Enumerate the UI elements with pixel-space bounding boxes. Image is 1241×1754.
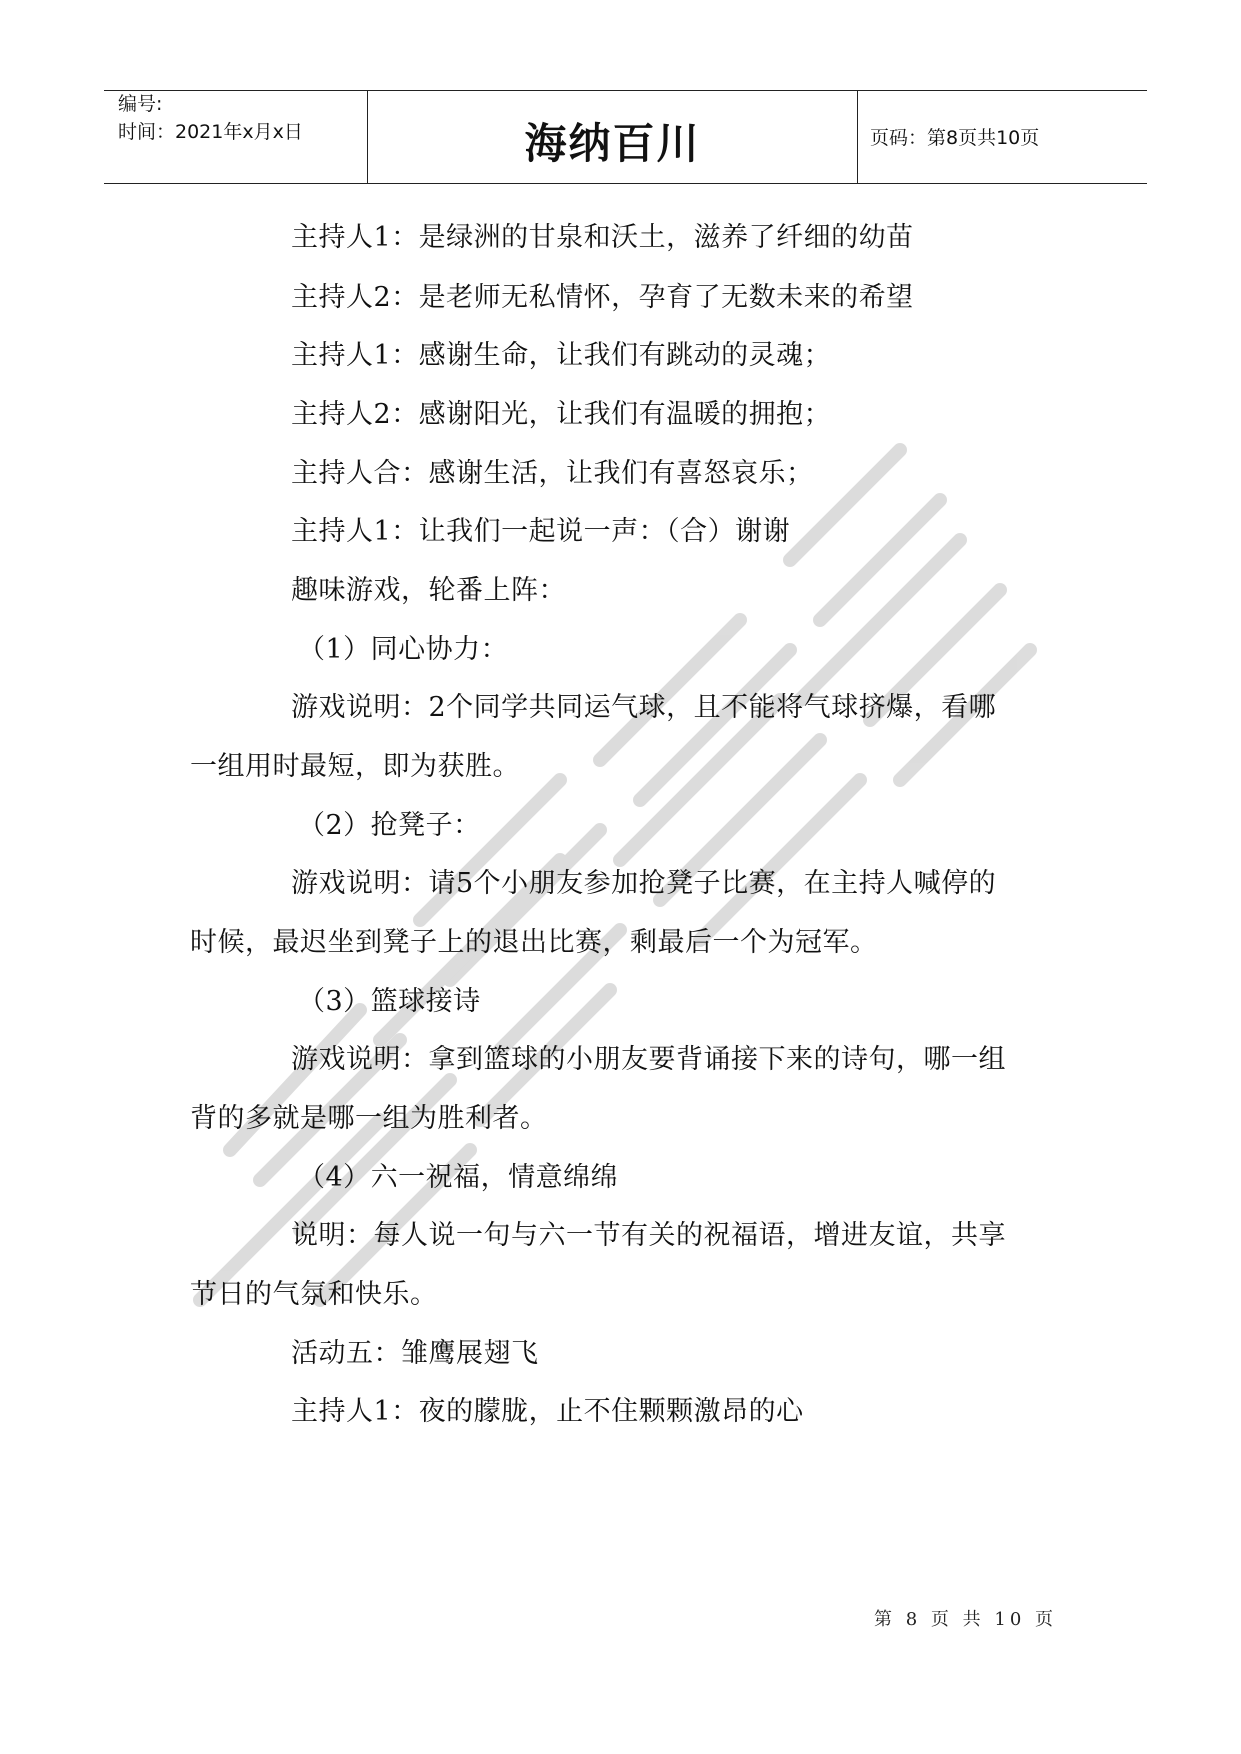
document-time-label: 时间：2021年x月x日 [118, 121, 303, 143]
header-meta-cell [104, 91, 368, 183]
paragraph-line: 主持人1：夜的朦胧，止不住颗颗激昂的心 [291, 1396, 804, 1427]
paragraph-line: （3）篮球接诗 [298, 986, 481, 1017]
paragraph-line: 主持人合：感谢生活，让我们有喜怒哀乐； [291, 458, 814, 489]
header-page-label: 页码：第8页共10页 [870, 127, 1040, 149]
paragraph-line: 游戏说明：2个同学共同运气球，且不能将气球挤爆，看哪 [291, 692, 997, 723]
paragraph-line: 游戏说明：请5个小朋友参加抢凳子比赛，在主持人喊停的 [291, 868, 997, 899]
page-footer: 第 8 页 共 10 页 [874, 1609, 1057, 1630]
paragraph-line: （2）抢凳子： [298, 810, 481, 841]
paragraph-line: 主持人2：感谢阳光，让我们有温暖的拥抱； [291, 399, 832, 430]
paragraph-line: 主持人2：是老师无私情怀，孕育了无数未来的希望 [291, 282, 914, 313]
paragraph-line: 趣味游戏，轮番上阵： [291, 575, 566, 606]
paragraph-line: 活动五：雏鹰展翅飞 [291, 1338, 539, 1369]
paragraph-line: 说明：每人说一句与六一节有关的祝福语，增进友谊，共享 [291, 1220, 1006, 1251]
paragraph-line: 游戏说明：拿到篮球的小朋友要背诵接下来的诗句，哪一组 [291, 1044, 1006, 1075]
paragraph-line: 主持人1：是绿洲的甘泉和沃土，滋养了纤细的幼苗 [291, 222, 914, 253]
paragraph-line: （1）同心协力： [298, 634, 509, 665]
document-title: 海纳百川 [524, 119, 701, 168]
paragraph-line: 时候，最迟坐到凳子上的退出比赛，剩最后一个为冠军。 [190, 927, 878, 958]
document-number-label: 编号: [118, 93, 163, 115]
header-title-cell [368, 91, 858, 183]
paragraph-line: （4）六一祝福，情意绵绵 [298, 1162, 619, 1193]
paragraph-line: 一组用时最短，即为获胜。 [190, 751, 520, 782]
header-page-cell [858, 91, 1147, 183]
document-header [104, 90, 1147, 184]
paragraph-line: 节日的气氛和快乐。 [190, 1279, 438, 1310]
paragraph-line: 主持人1：让我们一起说一声：（合）谢谢 [291, 516, 791, 547]
paragraph-line: 主持人1：感谢生命，让我们有跳动的灵魂； [291, 340, 832, 371]
paragraph-line: 背的多就是哪一组为胜利者。 [190, 1103, 548, 1134]
